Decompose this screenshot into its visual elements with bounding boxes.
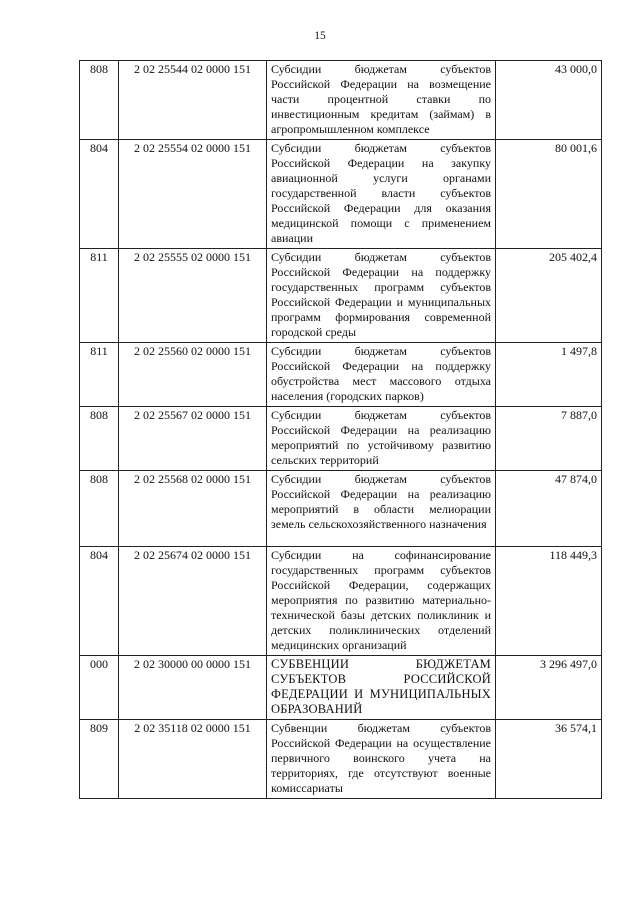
admin-code-cell: 811: [80, 249, 119, 343]
amount-cell: 47 874,0: [496, 471, 602, 547]
budget-code-cell: 2 02 25555 02 0000 151: [119, 249, 267, 343]
table-row: [80, 720, 602, 799]
amount-cell: 3 296 497,0: [496, 656, 602, 720]
amount-cell: 7 887,0: [496, 407, 602, 471]
admin-code-cell: 000: [80, 656, 119, 720]
revenue-name-cell: Субвенции бюджетам субъектов Российской Федерации на осуществление первичного воинского учета на территориях, где отсутствуют военные комиссариаты: [267, 720, 496, 799]
revenue-name-cell: Субсидии бюджетам субъектов Российской Федерации на возмещение части процентной ставки по инвестиционным кредитам (займам) в агропромышленном комплексе: [267, 61, 496, 140]
amount-cell: 118 449,3: [496, 547, 602, 656]
table-row: [80, 249, 602, 343]
revenue-name-cell: Субсидии бюджетам субъектов Российской Федерации на закупку авиационной услуги органами государственной власти субъектов Российской Федерации для оказания медицинской помощи с применением авиации: [267, 140, 496, 249]
admin-code-cell: 804: [80, 140, 119, 249]
revenue-name-cell: СУБВЕНЦИИ БЮДЖЕТАМ СУБЪЕКТОВ РОССИЙСКОЙ ФЕДЕРАЦИИ И МУНИЦИПАЛЬНЫХ ОБРАЗОВАНИЙ: [267, 656, 496, 720]
budget-code-cell: 2 02 25554 02 0000 151: [119, 140, 267, 249]
revenue-name-cell: Субсидии бюджетам субъектов Российской Федерации на поддержку государственных программ субъектов Российской Федерации и муниципальных программ формирования современной городской среды: [267, 249, 496, 343]
admin-code-cell: 811: [80, 343, 119, 407]
budget-code-cell: 2 02 25568 02 0000 151: [119, 471, 267, 547]
revenue-name-cell: Субсидии на софинансирование государственных программ субъектов Российской Федерации, содержащих мероприятия по развитию материально-технической базы детских поликлиник и детских поликлинических отделений медицинских организаций: [267, 547, 496, 656]
revenue-name-cell: Субсидии бюджетам субъектов Российской Федерации на поддержку обустройства мест массового отдыха населения (городских парков): [267, 343, 496, 407]
table-row: [80, 407, 602, 471]
page-number: 15: [314, 30, 326, 42]
table-row: [80, 61, 602, 140]
admin-code-cell: 808: [80, 471, 119, 547]
budget-code-cell: 2 02 25567 02 0000 151: [119, 407, 267, 471]
admin-code-cell: 808: [80, 61, 119, 140]
amount-cell: 80 001,6: [496, 140, 602, 249]
table-row: [80, 471, 602, 547]
table-row: [80, 140, 602, 249]
budget-code-cell: 2 02 30000 00 0000 151: [119, 656, 267, 720]
revenue-name-cell: Субсидии бюджетам субъектов Российской Федерации на реализацию мероприятий по устойчивому развитию сельских территорий: [267, 407, 496, 471]
admin-code-cell: 808: [80, 407, 119, 471]
amount-cell: 1 497,8: [496, 343, 602, 407]
budget-code-cell: 2 02 25674 02 0000 151: [119, 547, 267, 656]
budget-code-cell: 2 02 35118 02 0000 151: [119, 720, 267, 799]
amount-cell: 205 402,4: [496, 249, 602, 343]
table-row: [80, 656, 602, 720]
admin-code-cell: 804: [80, 547, 119, 656]
amount-cell: 36 574,1: [496, 720, 602, 799]
amount-cell: 43 000,0: [496, 61, 602, 140]
table-row: [80, 547, 602, 656]
admin-code-cell: 809: [80, 720, 119, 799]
budget-code-cell: 2 02 25544 02 0000 151: [119, 61, 267, 140]
table-row: [80, 343, 602, 407]
budget-revenue-table: [79, 60, 602, 799]
budget-code-cell: 2 02 25560 02 0000 151: [119, 343, 267, 407]
revenue-name-cell: Субсидии бюджетам субъектов Российской Федерации на реализацию мероприятий в области мелиорации земель сельскохозяйственного назначения: [267, 471, 496, 547]
